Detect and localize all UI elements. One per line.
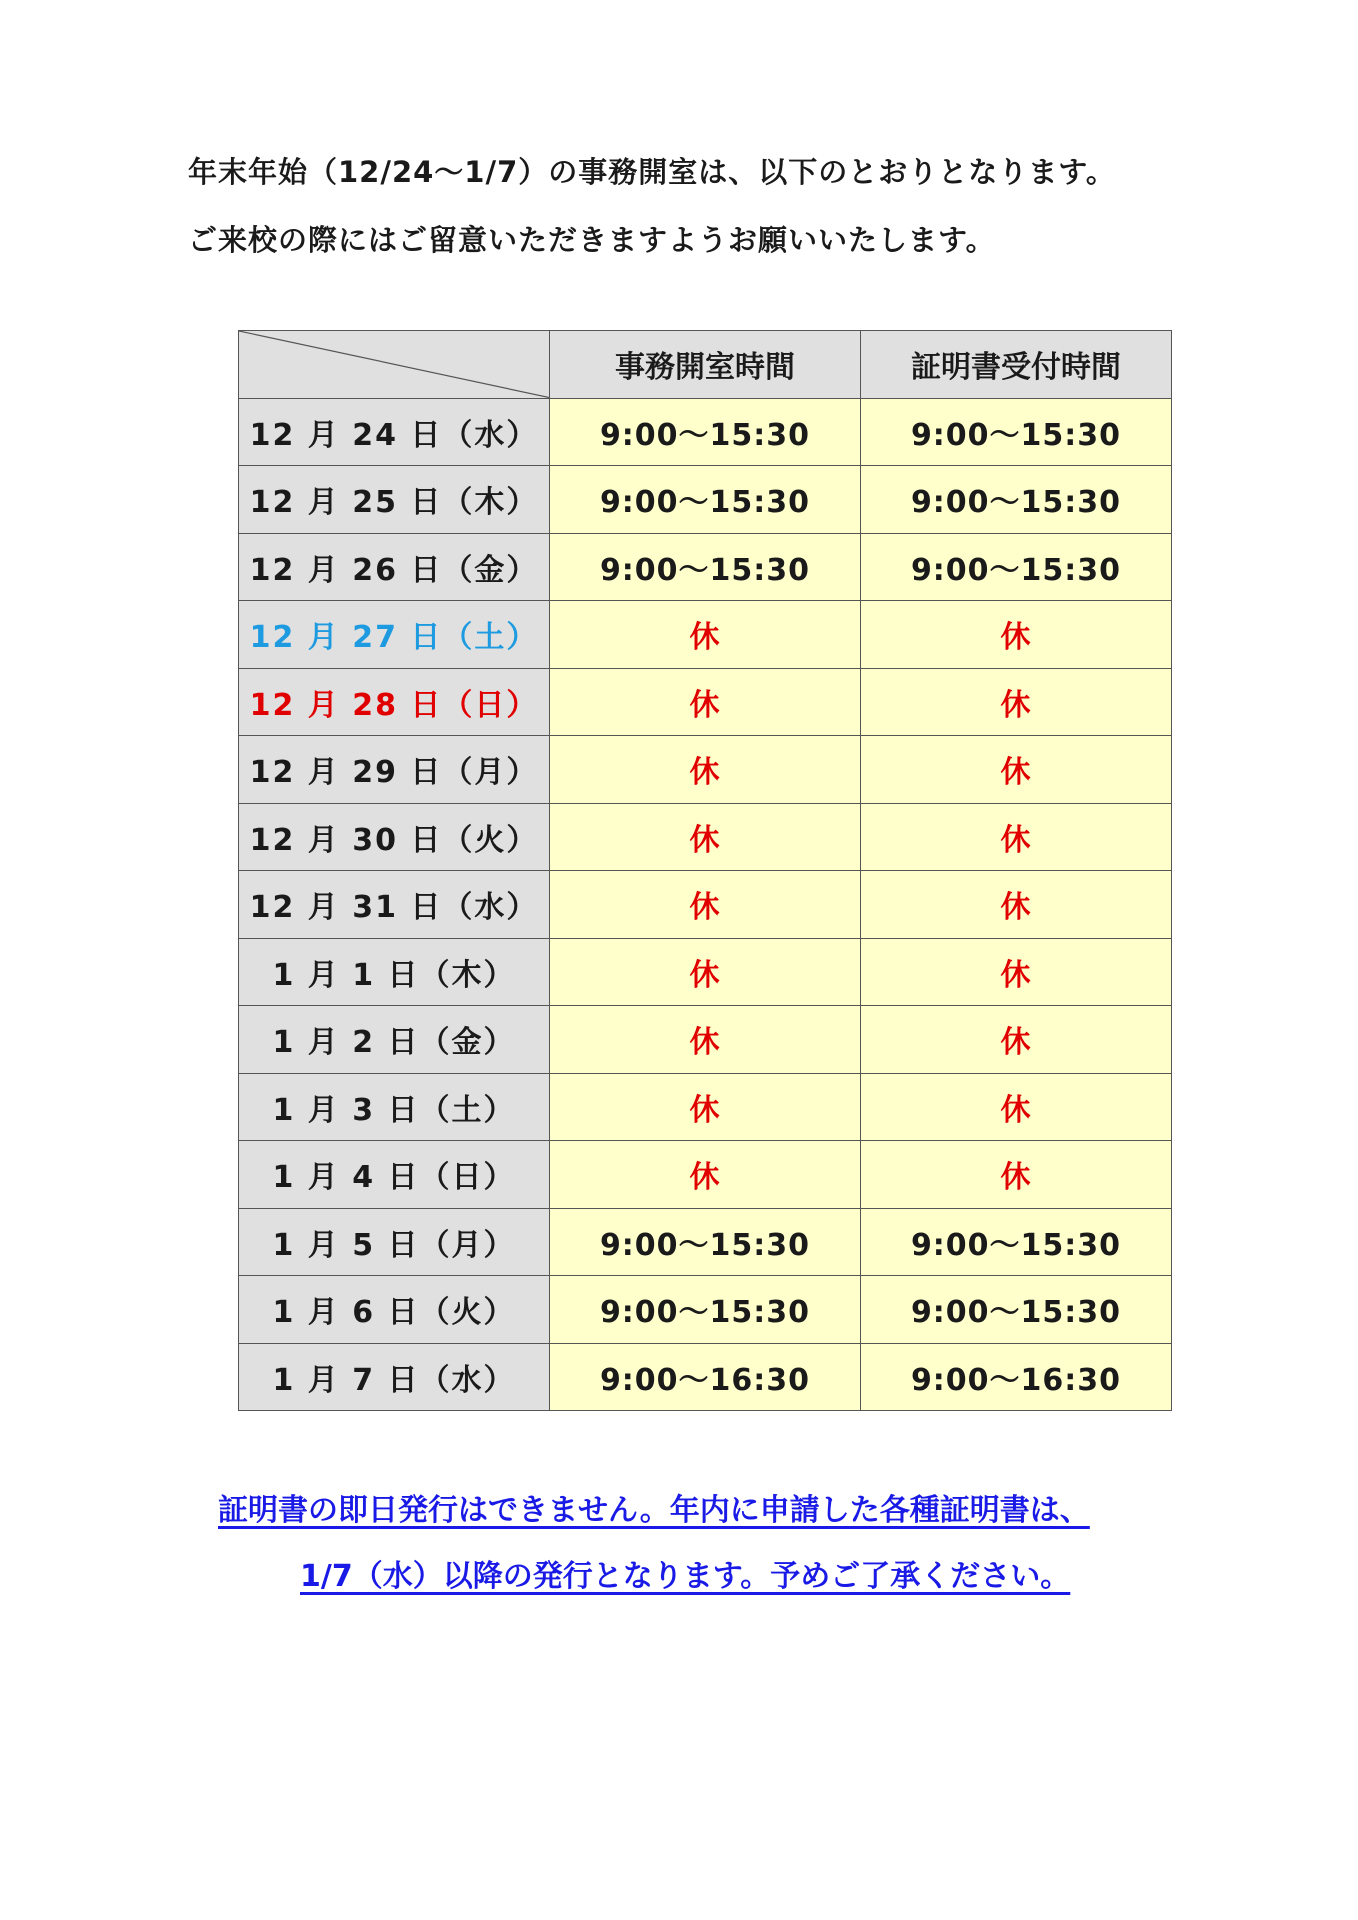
date-cell: 1 月 1 日（木） — [239, 938, 550, 1006]
office-hours-cell: 休 — [550, 1073, 861, 1141]
certificate-hours-cell: 休 — [861, 1073, 1172, 1141]
office-hours-cell: 9:00～15:30 — [550, 466, 861, 534]
certificate-hours-cell: 休 — [861, 601, 1172, 669]
intro-line-1: 年末年始（12/24～1/7）の事務開室は、以下のとおりとなります。 — [188, 155, 1116, 189]
header-certificate-hours: 証明書受付時間 — [861, 331, 1172, 399]
certificate-hours-cell: 休 — [861, 938, 1172, 1006]
table-row — [239, 668, 1172, 736]
table-row — [239, 1343, 1172, 1411]
date-cell: 1 月 5 日（月） — [239, 1208, 550, 1276]
office-hours-cell: 休 — [550, 871, 861, 939]
date-cell: 1 月 3 日（土） — [239, 1073, 550, 1141]
office-hours-cell: 9:00～15:30 — [550, 1208, 861, 1276]
office-hours-cell: 9:00～15:30 — [550, 533, 861, 601]
office-hours-cell: 休 — [550, 1141, 861, 1209]
certificate-hours-cell: 9:00～15:30 — [861, 1208, 1172, 1276]
office-hours-cell: 休 — [550, 668, 861, 736]
table-row — [239, 466, 1172, 534]
certificate-hours-cell: 9:00～15:30 — [861, 466, 1172, 534]
date-cell: 12 月 27 日（土） — [239, 601, 550, 669]
certificate-hours-cell: 休 — [861, 803, 1172, 871]
office-hours-cell: 休 — [550, 736, 861, 804]
office-hours-cell: 休 — [550, 803, 861, 871]
office-hours-cell: 休 — [550, 1006, 861, 1074]
date-cell: 12 月 29 日（月） — [239, 736, 550, 804]
office-hours-cell: 9:00～15:30 — [550, 1276, 861, 1344]
office-hours-cell: 9:00～16:30 — [550, 1343, 861, 1411]
intro-text — [188, 138, 1288, 274]
certificate-hours-cell: 9:00～15:30 — [861, 398, 1172, 466]
corner-cell — [239, 331, 550, 399]
date-cell: 12 月 28 日（日） — [239, 668, 550, 736]
office-hours-cell: 休 — [550, 938, 861, 1006]
certificate-hours-cell: 9:00～16:30 — [861, 1343, 1172, 1411]
date-cell: 12 月 25 日（木） — [239, 466, 550, 534]
intro-line-2: ご来校の際にはご留意いただきますようお願いいたします。 — [188, 223, 996, 257]
table-row — [239, 938, 1172, 1006]
date-cell: 12 月 24 日（水） — [239, 398, 550, 466]
certificate-hours-cell: 9:00～15:30 — [861, 533, 1172, 601]
table-row — [239, 1276, 1172, 1344]
diagonal-line — [239, 331, 549, 398]
table-row — [239, 1006, 1172, 1074]
date-cell: 12 月 31 日（水） — [239, 871, 550, 939]
table-row — [239, 1208, 1172, 1276]
date-cell: 1 月 4 日（日） — [239, 1141, 550, 1209]
office-hours-cell: 休 — [550, 601, 861, 669]
header-office-hours: 事務開室時間 — [550, 331, 861, 399]
certificate-hours-cell: 9:00～15:30 — [861, 1276, 1172, 1344]
table-row — [239, 398, 1172, 466]
date-cell: 12 月 30 日（火） — [239, 803, 550, 871]
date-cell: 1 月 7 日（水） — [239, 1343, 550, 1411]
table-row — [239, 736, 1172, 804]
office-hours-cell: 9:00～15:30 — [550, 398, 861, 466]
table-row — [239, 601, 1172, 669]
schedule-table — [238, 330, 1172, 1411]
certificate-hours-cell: 休 — [861, 1141, 1172, 1209]
date-cell: 1 月 2 日（金） — [239, 1006, 550, 1074]
table-row — [239, 1073, 1172, 1141]
notice-line-2: 1/7（水）以降の発行となります。予めご了承ください。 — [300, 1559, 1071, 1594]
certificate-hours-cell: 休 — [861, 736, 1172, 804]
table-row — [239, 533, 1172, 601]
table-row — [239, 1141, 1172, 1209]
date-cell: 1 月 6 日（火） — [239, 1276, 550, 1344]
table-header-row — [239, 331, 1172, 399]
certificate-hours-cell: 休 — [861, 668, 1172, 736]
table-row — [239, 871, 1172, 939]
table-row — [239, 803, 1172, 871]
certificate-hours-cell: 休 — [861, 1006, 1172, 1074]
date-cell: 12 月 26 日（金） — [239, 533, 550, 601]
certificate-hours-cell: 休 — [861, 871, 1172, 939]
notice-line-1: 証明書の即日発行はできません。年内に申請した各種証明書は、 — [218, 1493, 1090, 1528]
